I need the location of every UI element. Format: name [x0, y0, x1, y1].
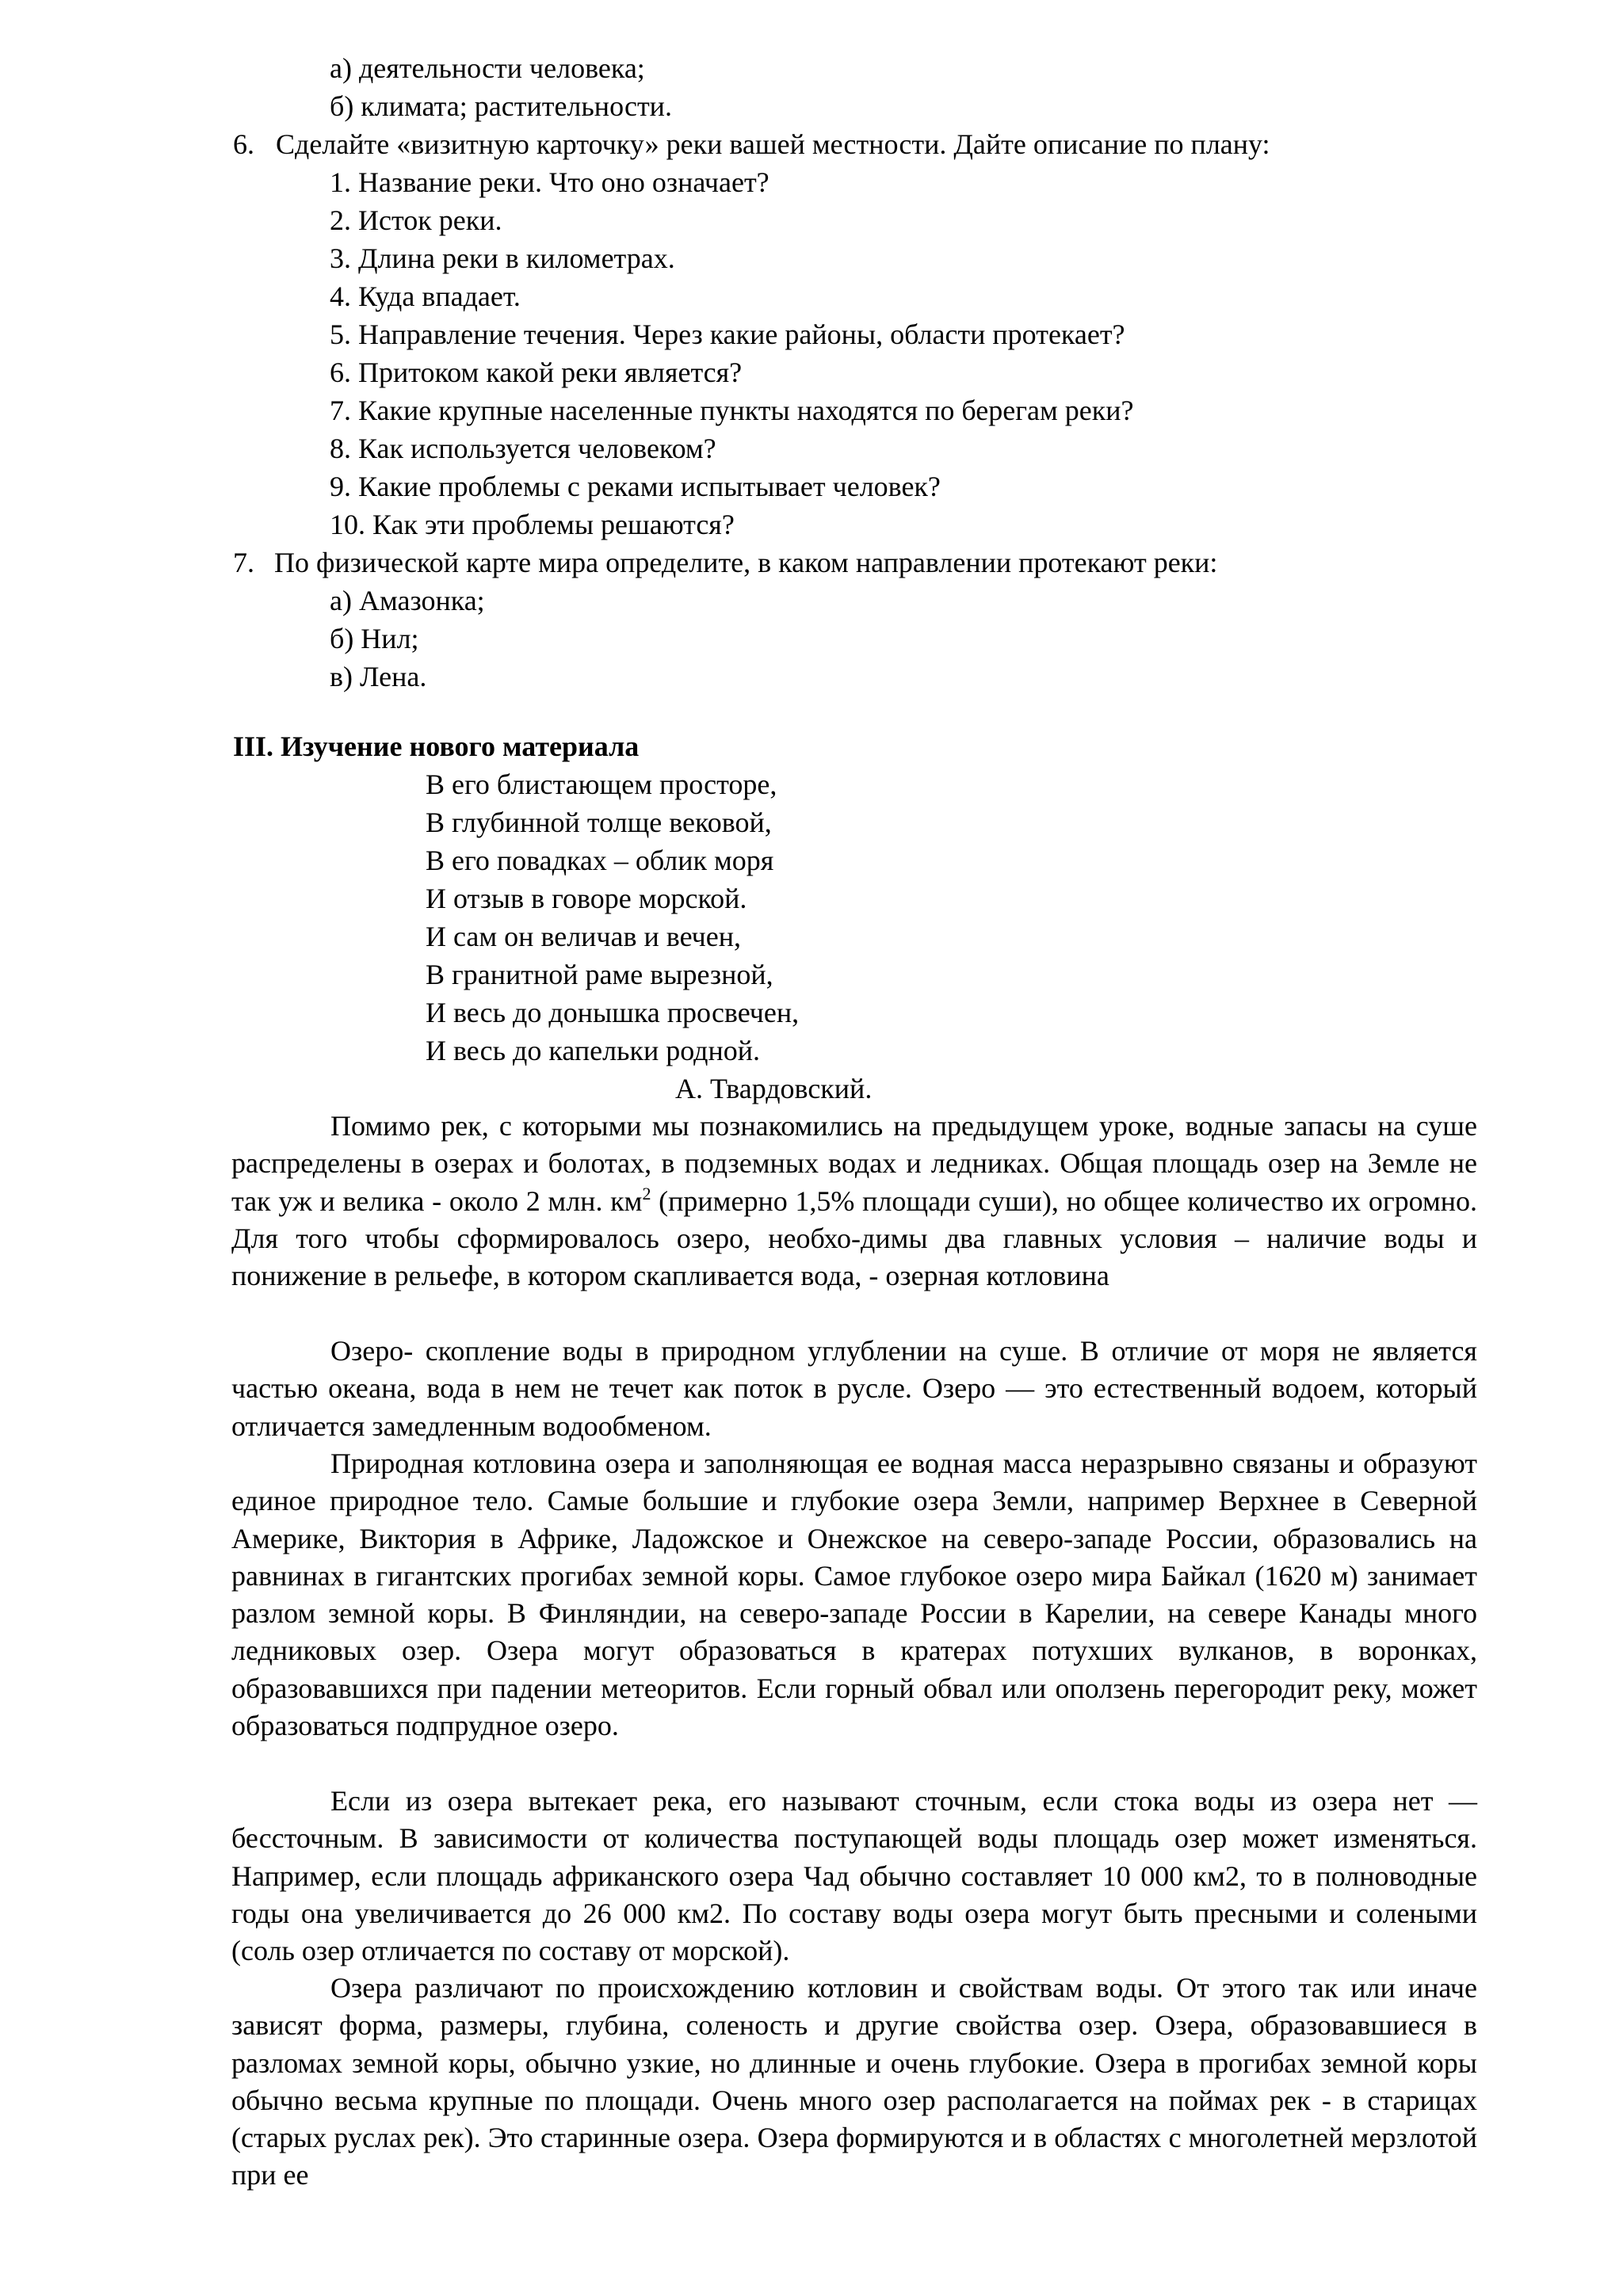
prev-task-item-b: б) климата; растительности. [330, 90, 672, 122]
paragraph-1-text: Помимо рек, с которыми мы познакомились на предыдущем уроке, водные запасы на суше распределены в озерах и болотах, в подземных водах и ледниках. Общая площадь озер на Земле не так уж и велика - около 2 млн. км [231, 1110, 1477, 1217]
task7-item: а) Амазонка; [330, 585, 485, 616]
paragraph-3: Природная котловина озера и заполняющая ее водная масса неразрывно связаны и образуют единое природное тело. Самые большие и глубокие озера Земли, например Верхнее в Северной Америке, Виктория в Африке, Ладожское и Онежское на северо-западе России, образовались на равнинах в гигантских прогибах земной коры. Самое глубокое озеро мира Байкал (1620 м) занимает разлом земной коры. В Финляндии, на северо-западе России в Карелии, на севере Канады много ледниковых озер. Озера могут образоваться в кратерах потухших вулканов, в воронках, образовавшихся при падении метеоритов. Если горный обвал или оползень перегородит реку, может образоваться подпрудное озеро. [231, 1447, 1477, 1742]
task6-plan-item: 6. Притоком какой реки является? [330, 357, 743, 388]
task6-plan-item: 1. Название реки. Что оно означает? [330, 166, 769, 198]
task7-text: По физической карте мира определите, в каком направлении протекают реки: [274, 547, 1218, 578]
task6-plan-item: 4. Куда впадает. [330, 280, 521, 312]
task7-item: в) Лена. [330, 661, 427, 692]
task6-number: 6. [233, 128, 254, 160]
poem-line: И весь до донышка просвечен, [426, 997, 800, 1028]
poem-line: И отзыв в говоре морской. [426, 883, 747, 914]
paragraph-1 [231, 1108, 1477, 1295]
paragraph-4: Если из озера вытекает река, его называют сточным, если стока воды из озера нет — бессточным. В зависимости от количества поступающей воды площадь озер может изменяться. Например, если площадь африканского озера Чад обычно составляет 10 000 км2, то в полноводные годы она увеличивается до 26 000 км2. По составу воды озера могут быть пресными и солеными (соль озер отличается по составу от морской). [231, 1785, 1477, 1967]
paragraph-1-text-cont: (примерно 1,5% площади суши), но общее количество их огромно. Для того чтобы сформировалось озеро, необхо-димы два главных условия – наличие воды и понижение в рельефе, в котором скапливается вода, - озерная котловина [231, 1184, 1477, 1292]
poem-line: И сам он величав и вечен, [426, 921, 742, 952]
poem-line: В его блистающем просторе, [426, 769, 777, 800]
task6-plan-item: 2. Исток реки. [330, 204, 502, 236]
section-heading: III. Изучение нового материала [233, 730, 640, 762]
paragraph-5: Озера различают по происхождению котловин и свойствам воды. От этого так или иначе зависят форма, размеры, глубина, соленость и другие свойства озер. Озера, образовавшиеся в разломах земной коры, обычно узкие, но длинные и очень глубокие. Озера в прогибах земной коры обычно весьма крупные по площади. Очень много озер располагается на поймах рек - в старицах (старых руслах рек). Это старинные озера. Озера формируются и в областях с многолетней мерзлотой при ее [231, 1972, 1477, 2191]
task7-number: 7. [233, 547, 254, 578]
poem-line: В гранитной раме вырезной, [426, 959, 773, 990]
paragraph-2: Озеро- скопление воды в природном углублении на суше. В отличие от моря не является частью океана, вода в нем не течет как поток в русле. Озеро — это естественный водоем, который отличается замедленным водообменом. [231, 1335, 1477, 1442]
task6-plan-item: 5. Направление течения. Через какие районы, области протекает? [330, 318, 1125, 350]
task6-plan-item: 10. Как эти проблемы решаются? [330, 509, 735, 540]
poem-line: И весь до капельки родной. [426, 1035, 761, 1066]
task6-plan-item: 8. Как используется человеком? [330, 433, 716, 464]
task6-plan-item: 9. Какие проблемы с реками испытывает человек? [330, 471, 941, 502]
prev-task-item-a: а) деятельности человека; [330, 52, 645, 84]
task6-text: Сделайте «визитную карточку» реки вашей местности. Дайте описание по плану: [276, 128, 1270, 160]
km-superscript: 2 [642, 1183, 651, 1203]
task7-item: б) Нил; [330, 623, 419, 654]
poem-author: А. Твардовский. [675, 1073, 873, 1104]
poem-line: В глубинной толще вековой, [426, 807, 772, 838]
poem-line: В его повадках – облик моря [426, 845, 774, 876]
task6-plan-item: 7. Какие крупные населенные пункты находятся по берегам реки? [330, 395, 1134, 426]
task6-plan-item: 3. Длина реки в километрах. [330, 242, 675, 274]
